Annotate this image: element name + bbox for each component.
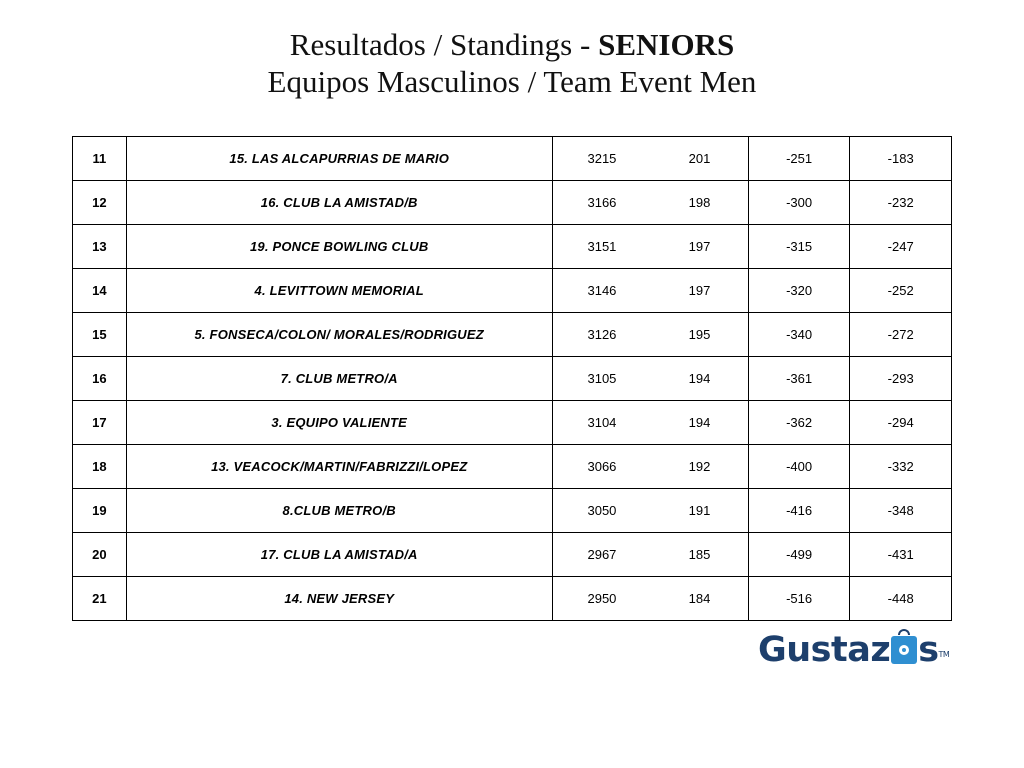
logo-wordmark [758,630,949,670]
difference-cell-1: -400 [748,445,850,489]
table-row [73,137,952,181]
position-cell: 21 [73,577,127,621]
average-cell: 184 [651,577,748,621]
total-pins-cell: 3146 [552,269,651,313]
average-cell: 195 [651,313,748,357]
average-cell: 198 [651,181,748,225]
average-cell: 185 [651,533,748,577]
table-row [73,181,952,225]
position-cell: 19 [73,489,127,533]
total-pins-cell: 3166 [552,181,651,225]
table-row [73,533,952,577]
difference-cell-2: -332 [850,445,952,489]
total-pins-cell: 2967 [552,533,651,577]
position-cell: 12 [73,181,127,225]
table-row [73,489,952,533]
average-cell: 201 [651,137,748,181]
team-name-cell: 13. VEACOCK/MARTIN/FABRIZZI/LOPEZ [126,445,552,489]
team-name-cell: 5. FONSECA/COLON/ MORALES/RODRIGUEZ [126,313,552,357]
logo-text-start: Gustaz [758,630,891,670]
position-cell: 18 [73,445,127,489]
logo-text-end: s [918,630,939,670]
team-name-cell: 17. CLUB LA AMISTAD/A [126,533,552,577]
trademark-mark: TM [938,650,950,659]
difference-cell-2: -272 [850,313,952,357]
gustazos-logo [758,628,968,672]
table-row [73,401,952,445]
team-name-cell: 19. PONCE BOWLING CLUB [126,225,552,269]
standings-body [73,137,952,621]
position-cell: 15 [73,313,127,357]
difference-cell-2: -183 [850,137,952,181]
total-pins-cell: 3126 [552,313,651,357]
position-cell: 16 [73,357,127,401]
position-cell: 17 [73,401,127,445]
title-line-2: Equipos Masculinos / Team Event Men [267,64,757,99]
average-cell: 197 [651,225,748,269]
total-pins-cell: 3066 [552,445,651,489]
team-name-cell: 3. EQUIPO VALIENTE [126,401,552,445]
total-pins-cell: 3104 [552,401,651,445]
table-row [73,577,952,621]
title-category: SENIORS [598,27,735,62]
average-cell: 194 [651,357,748,401]
difference-cell-2: -293 [850,357,952,401]
difference-cell-2: -448 [850,577,952,621]
difference-cell-2: -247 [850,225,952,269]
team-name-cell: 4. LEVITTOWN MEMORIAL [126,269,552,313]
position-cell: 13 [73,225,127,269]
difference-cell-2: -431 [850,533,952,577]
average-cell: 192 [651,445,748,489]
team-name-cell: 15. LAS ALCAPURRIAS DE MARIO [126,137,552,181]
title-prefix: Resultados / Standings - [289,27,599,62]
position-cell: 20 [73,533,127,577]
shopping-bag-icon [891,636,917,664]
team-name-cell: 7. CLUB METRO/A [126,357,552,401]
average-cell: 194 [651,401,748,445]
table-row [73,357,952,401]
difference-cell-2: -252 [850,269,952,313]
total-pins-cell: 3050 [552,489,651,533]
difference-cell-1: -300 [748,181,850,225]
difference-cell-2: -348 [850,489,952,533]
average-cell: 191 [651,489,748,533]
table-row [73,225,952,269]
table-row [73,445,952,489]
difference-cell-1: -416 [748,489,850,533]
total-pins-cell: 3105 [552,357,651,401]
difference-cell-1: -362 [748,401,850,445]
difference-cell-1: -340 [748,313,850,357]
difference-cell-2: -232 [850,181,952,225]
total-pins-cell: 3215 [552,137,651,181]
title-line-1 [0,26,1024,63]
difference-cell-1: -361 [748,357,850,401]
total-pins-cell: 3151 [552,225,651,269]
average-cell: 197 [651,269,748,313]
total-pins-cell: 2950 [552,577,651,621]
difference-cell-2: -294 [850,401,952,445]
standings-table [72,136,952,621]
difference-cell-1: -315 [748,225,850,269]
difference-cell-1: -251 [748,137,850,181]
table-row [73,313,952,357]
team-name-cell: 16. CLUB LA AMISTAD/B [126,181,552,225]
difference-cell-1: -499 [748,533,850,577]
team-name-cell: 8.CLUB METRO/B [126,489,552,533]
position-cell: 14 [73,269,127,313]
page-title [0,26,1024,100]
team-name-cell: 14. NEW JERSEY [126,577,552,621]
table-row [73,269,952,313]
position-cell: 11 [73,137,127,181]
difference-cell-1: -516 [748,577,850,621]
difference-cell-1: -320 [748,269,850,313]
